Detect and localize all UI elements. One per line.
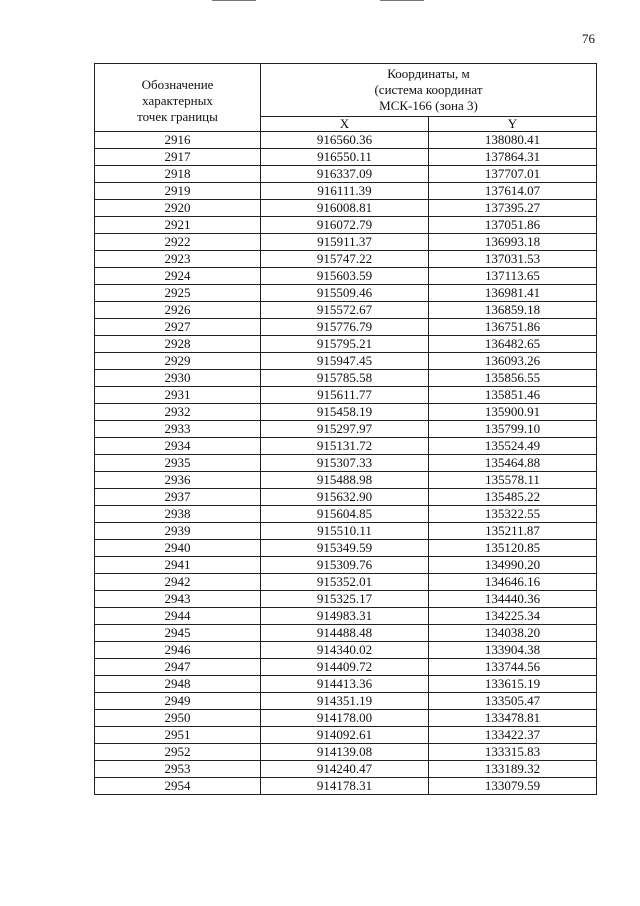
y-coordinate-cell: 136981.41	[429, 285, 597, 302]
point-id-cell: 2947	[95, 659, 261, 676]
x-coordinate-cell: 916008.81	[261, 200, 429, 217]
table-row	[95, 472, 597, 489]
x-coordinate-cell: 915297.97	[261, 421, 429, 438]
points-column-header	[95, 64, 261, 132]
point-id-cell: 2924	[95, 268, 261, 285]
table-row	[95, 285, 597, 302]
x-coordinate-cell: 915611.77	[261, 387, 429, 404]
scan-artifact-line	[212, 0, 256, 1]
point-id-cell: 2948	[95, 676, 261, 693]
table-row	[95, 710, 597, 727]
point-id-cell: 2940	[95, 540, 261, 557]
table-row	[95, 268, 597, 285]
table-row	[95, 727, 597, 744]
y-coordinate-cell: 136859.18	[429, 302, 597, 319]
point-id-cell: 2928	[95, 336, 261, 353]
y-coordinate-cell: 135464.88	[429, 455, 597, 472]
table-row	[95, 659, 597, 676]
table-row	[95, 523, 597, 540]
point-id-cell: 2942	[95, 574, 261, 591]
point-id-cell: 2923	[95, 251, 261, 268]
point-id-cell: 2937	[95, 489, 261, 506]
x-coordinate-cell: 916560.36	[261, 132, 429, 149]
point-id-cell: 2935	[95, 455, 261, 472]
x-coordinate-cell: 914488.48	[261, 625, 429, 642]
table-row	[95, 387, 597, 404]
y-coordinate-cell: 133189.32	[429, 761, 597, 778]
point-id-cell: 2933	[95, 421, 261, 438]
point-id-cell: 2931	[95, 387, 261, 404]
table-row	[95, 489, 597, 506]
table-row	[95, 353, 597, 370]
y-coordinate-cell: 134990.20	[429, 557, 597, 574]
y-coordinate-cell: 136993.18	[429, 234, 597, 251]
table-row	[95, 506, 597, 523]
coords-header-line: Координаты, м	[387, 66, 470, 81]
y-coordinate-cell: 137031.53	[429, 251, 597, 268]
table-body	[95, 132, 597, 795]
coords-header-line: (система координат	[374, 82, 483, 97]
point-id-cell: 2916	[95, 132, 261, 149]
table-row	[95, 778, 597, 795]
y-coordinate-cell: 135485.22	[429, 489, 597, 506]
y-coordinate-cell: 133315.83	[429, 744, 597, 761]
table-row	[95, 183, 597, 200]
x-coordinate-cell: 915795.21	[261, 336, 429, 353]
x-coordinate-cell: 914178.31	[261, 778, 429, 795]
points-header-line: характерных	[142, 92, 213, 108]
y-coordinate-cell: 133505.47	[429, 693, 597, 710]
y-coordinate-cell: 135524.49	[429, 438, 597, 455]
y-coordinate-cell: 137707.01	[429, 166, 597, 183]
table-row	[95, 132, 597, 149]
table-row	[95, 421, 597, 438]
point-id-cell: 2939	[95, 523, 261, 540]
table-row	[95, 370, 597, 387]
x-coordinate-cell: 915947.45	[261, 353, 429, 370]
point-id-cell: 2949	[95, 693, 261, 710]
table-row	[95, 642, 597, 659]
y-coordinate-cell: 136093.26	[429, 353, 597, 370]
x-coordinate-cell: 915604.85	[261, 506, 429, 523]
x-coordinate-cell: 914240.47	[261, 761, 429, 778]
x-coordinate-cell: 914409.72	[261, 659, 429, 676]
scan-artifact-line	[380, 0, 424, 1]
x-coordinate-cell: 915509.46	[261, 285, 429, 302]
point-id-cell: 2918	[95, 166, 261, 183]
table-row	[95, 744, 597, 761]
point-id-cell: 2927	[95, 319, 261, 336]
page-number: 76	[582, 31, 595, 46]
table-row	[95, 404, 597, 421]
point-id-cell: 2925	[95, 285, 261, 302]
x-coordinate-cell: 916550.11	[261, 149, 429, 166]
point-id-cell: 2950	[95, 710, 261, 727]
y-coordinate-cell: 137113.65	[429, 268, 597, 285]
point-id-cell: 2930	[95, 370, 261, 387]
x-coordinate-cell: 916072.79	[261, 217, 429, 234]
table-row	[95, 438, 597, 455]
table-row	[95, 540, 597, 557]
table-row	[95, 149, 597, 166]
x-coordinate-cell: 915572.67	[261, 302, 429, 319]
point-id-cell: 2952	[95, 744, 261, 761]
table-row	[95, 625, 597, 642]
x-coordinate-cell: 916111.39	[261, 183, 429, 200]
x-column-header: X	[261, 117, 429, 132]
y-coordinate-cell: 135578.11	[429, 472, 597, 489]
x-coordinate-cell: 915349.59	[261, 540, 429, 557]
table-row	[95, 200, 597, 217]
table-row	[95, 319, 597, 336]
y-coordinate-cell: 135120.85	[429, 540, 597, 557]
table-row	[95, 302, 597, 319]
table-row	[95, 336, 597, 353]
y-coordinate-cell: 133744.56	[429, 659, 597, 676]
x-coordinate-cell: 915131.72	[261, 438, 429, 455]
table-row	[95, 557, 597, 574]
y-coordinate-cell: 137395.27	[429, 200, 597, 217]
x-coordinate-cell: 914351.19	[261, 693, 429, 710]
point-id-cell: 2932	[95, 404, 261, 421]
coords-header-line: МСК-166 (зона 3)	[379, 98, 478, 113]
y-coordinate-cell: 135900.91	[429, 404, 597, 421]
y-coordinate-cell: 134440.36	[429, 591, 597, 608]
y-coordinate-cell: 137864.31	[429, 149, 597, 166]
x-coordinate-cell: 915458.19	[261, 404, 429, 421]
y-coordinate-cell: 137051.86	[429, 217, 597, 234]
x-coordinate-cell: 914983.31	[261, 608, 429, 625]
table-row	[95, 234, 597, 251]
y-coordinate-cell: 133478.81	[429, 710, 597, 727]
x-coordinate-cell: 915510.11	[261, 523, 429, 540]
x-coordinate-cell: 915309.76	[261, 557, 429, 574]
x-coordinate-cell: 915911.37	[261, 234, 429, 251]
table-row	[95, 251, 597, 268]
point-id-cell: 2917	[95, 149, 261, 166]
table-row	[95, 166, 597, 183]
x-coordinate-cell: 915325.17	[261, 591, 429, 608]
y-coordinate-cell: 134646.16	[429, 574, 597, 591]
x-coordinate-cell: 915747.22	[261, 251, 429, 268]
point-id-cell: 2944	[95, 608, 261, 625]
point-id-cell: 2920	[95, 200, 261, 217]
x-coordinate-cell: 915352.01	[261, 574, 429, 591]
point-id-cell: 2922	[95, 234, 261, 251]
y-coordinate-cell: 136482.65	[429, 336, 597, 353]
y-coordinate-cell: 133422.37	[429, 727, 597, 744]
y-coordinate-cell: 133904.38	[429, 642, 597, 659]
table-row	[95, 455, 597, 472]
y-coordinate-cell: 137614.07	[429, 183, 597, 200]
point-id-cell: 2954	[95, 778, 261, 795]
table-row	[95, 591, 597, 608]
x-coordinate-cell: 914340.02	[261, 642, 429, 659]
y-coordinate-cell: 135856.55	[429, 370, 597, 387]
x-coordinate-cell: 914139.08	[261, 744, 429, 761]
table-row	[95, 217, 597, 234]
x-coordinate-cell: 915776.79	[261, 319, 429, 336]
y-coordinate-cell: 135799.10	[429, 421, 597, 438]
x-coordinate-cell: 915632.90	[261, 489, 429, 506]
points-header-line: точек границы	[137, 108, 218, 124]
points-header-line: Обозначение	[141, 76, 214, 92]
point-id-cell: 2926	[95, 302, 261, 319]
point-id-cell: 2919	[95, 183, 261, 200]
x-coordinate-cell: 914092.61	[261, 727, 429, 744]
y-coordinate-cell: 138080.41	[429, 132, 597, 149]
table-row	[95, 693, 597, 710]
table-row	[95, 574, 597, 591]
point-id-cell: 2934	[95, 438, 261, 455]
x-coordinate-cell: 916337.09	[261, 166, 429, 183]
y-coordinate-cell: 134225.34	[429, 608, 597, 625]
table-row	[95, 761, 597, 778]
coordinates-table	[94, 63, 597, 795]
x-coordinate-cell: 915307.33	[261, 455, 429, 472]
point-id-cell: 2941	[95, 557, 261, 574]
y-column-header: Y	[429, 117, 597, 132]
point-id-cell: 2945	[95, 625, 261, 642]
table-header	[95, 64, 597, 132]
table-row	[95, 676, 597, 693]
x-coordinate-cell: 915488.98	[261, 472, 429, 489]
y-coordinate-cell: 133079.59	[429, 778, 597, 795]
table-row	[95, 608, 597, 625]
x-coordinate-cell: 915603.59	[261, 268, 429, 285]
point-id-cell: 2936	[95, 472, 261, 489]
point-id-cell: 2938	[95, 506, 261, 523]
point-id-cell: 2943	[95, 591, 261, 608]
point-id-cell: 2921	[95, 217, 261, 234]
point-id-cell: 2951	[95, 727, 261, 744]
x-coordinate-cell: 914413.36	[261, 676, 429, 693]
coordinates-group-header	[261, 64, 597, 117]
point-id-cell: 2953	[95, 761, 261, 778]
y-coordinate-cell: 134038.20	[429, 625, 597, 642]
y-coordinate-cell: 133615.19	[429, 676, 597, 693]
x-coordinate-cell: 915785.58	[261, 370, 429, 387]
x-coordinate-cell: 914178.00	[261, 710, 429, 727]
y-coordinate-cell: 136751.86	[429, 319, 597, 336]
point-id-cell: 2929	[95, 353, 261, 370]
y-coordinate-cell: 135851.46	[429, 387, 597, 404]
y-coordinate-cell: 135322.55	[429, 506, 597, 523]
y-coordinate-cell: 135211.87	[429, 523, 597, 540]
point-id-cell: 2946	[95, 642, 261, 659]
